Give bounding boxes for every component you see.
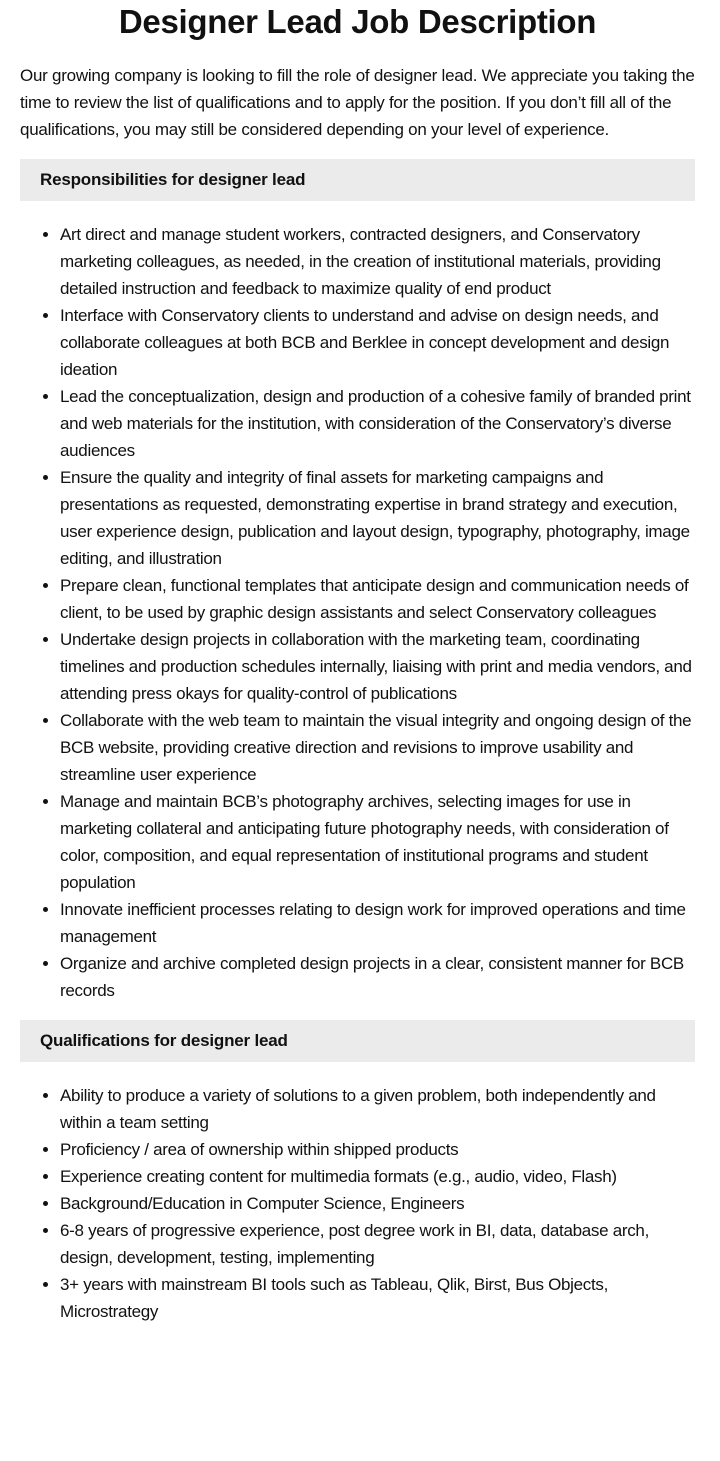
list-item: • Background/Education in Computer Science, Engineers: [60, 1190, 695, 1217]
list-item: • Proficiency / area of ownership within shipped products: [60, 1136, 695, 1163]
list-item: • Innovate inefficient processes relating to design work for improved operations and time management: [60, 896, 695, 950]
list-item: • Prepare clean, functional templates that anticipate design and communication needs of client, to be used by graphic design assistants and select Conservatory colleagues: [60, 572, 695, 626]
list-item: • Organize and archive completed design projects in a clear, consistent manner for BCB records: [60, 950, 695, 1004]
qualifications-list: [20, 1082, 695, 1325]
list-item: • Experience creating content for multimedia formats (e.g., audio, video, Flash): [60, 1163, 695, 1190]
page-title: Designer Lead Job Description: [118, 3, 597, 40]
qualifications-heading: [20, 1020, 695, 1062]
responsibilities-heading: [20, 159, 695, 201]
list-item: • Ability to produce a variety of solutions to a given problem, both independently and within a team setting: [60, 1082, 695, 1136]
qualifications-heading-text: Qualifications for designer lead: [40, 1031, 288, 1050]
list-item: • 3+ years with mainstream BI tools such as Tableau, Qlik, Birst, Bus Objects, Microstrategy: [60, 1271, 695, 1325]
list-item: • Manage and maintain BCB’s photography archives, selecting images for use in marketing collateral and anticipating future photography needs, with consideration of color, composition, and equal representation of institutional programs and student population: [60, 788, 695, 896]
list-item: • Ensure the quality and integrity of final assets for marketing campaigns and presentations as requested, demonstrating expertise in brand strategy and execution, user experience design, publication and layout design, typography, photography, image editing, and illustration: [60, 464, 695, 572]
list-item: • Interface with Conservatory clients to understand and advise on design needs, and collaborate colleagues at both BCB and Berklee in concept development and design ideation: [60, 302, 695, 383]
responsibilities-list: [20, 221, 695, 1004]
list-item: • Undertake design projects in collaboration with the marketing team, coordinating timelines and production schedules internally, liaising with print and media vendors, and attending press okays for quality-control of publications: [60, 626, 695, 707]
responsibilities-heading-text: Responsibilities for designer lead: [40, 170, 306, 189]
list-item: • 6-8 years of progressive experience, post degree work in BI, data, database arch, design, development, testing, implementing: [60, 1217, 695, 1271]
list-item: • Collaborate with the web team to maintain the visual integrity and ongoing design of the BCB website, providing creative direction and revisions to improve usability and streamline user experience: [60, 707, 695, 788]
intro-paragraph: Our growing company is looking to fill the role of designer lead. We appreciate you taking the time to review the list of qualifications and to apply for the position. If you don’t fill all of the qualifications, you may still be considered depending on your level of experience.: [20, 66, 695, 139]
list-item: • Lead the conceptualization, design and production of a cohesive family of branded print and web materials for the institution, with consideration of the Conservatory’s diverse audiences: [60, 383, 695, 464]
list-item: • Art direct and manage student workers, contracted designers, and Conservatory marketing colleagues, as needed, in the creation of institutional materials, providing detailed instruction and feedback to maximize quality of end product: [60, 221, 695, 302]
